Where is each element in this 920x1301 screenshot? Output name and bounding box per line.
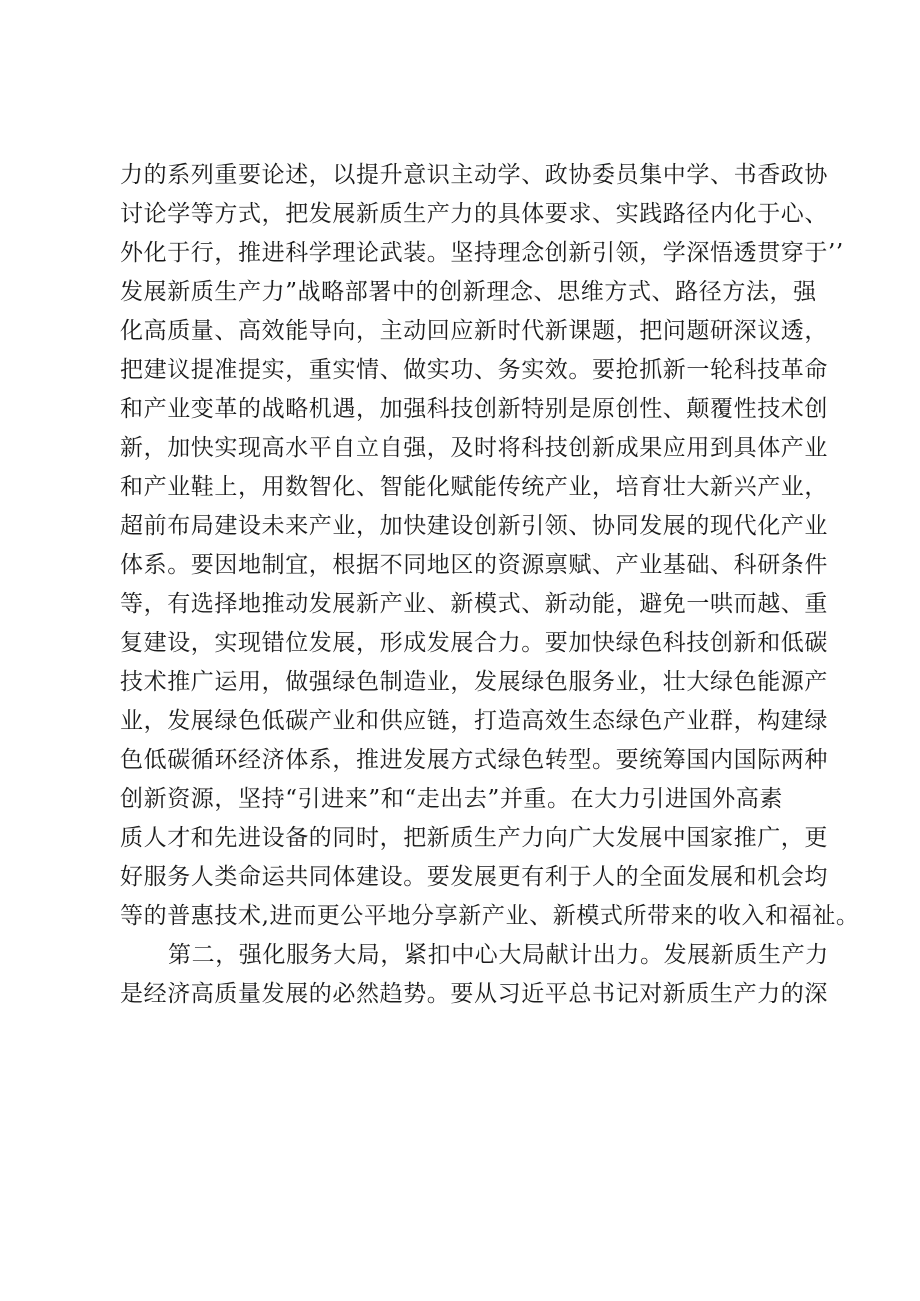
text-line: 超前布局建设未来产业，加快建设创新引领、协同发展的现代化产业 <box>120 513 828 539</box>
document-body <box>120 156 860 1014</box>
text-line: 和产业变革的战略机遇，加强科技创新特别是原创性、颠覆性技术创 <box>120 396 828 422</box>
text-line: 质人才和先进设备的同时，把新质生产力向广大发展中国家推广，更 <box>120 825 828 851</box>
text-line: 讨论学等方式，把发展新质生产力的具体要求、实践路径内化于心、 <box>120 201 828 227</box>
text-line: 业，发展绿色低碳产业和供应链，打造高效生态绿色产业群，构建绿 <box>120 708 828 734</box>
paragraph-1 <box>120 156 860 936</box>
paragraph-2 <box>120 936 829 1014</box>
text-line: 等，有选择地推动发展新产业、新模式、新动能，避免一哄而越、重 <box>120 591 828 617</box>
text-line: 外化于行，推进科学理论武装。坚持理念创新引领，学深悟透贯穿于’’ <box>120 240 844 266</box>
text-line: 好服务人类命运共同体建设。要发展更有利于人的全面发展和机会均 <box>120 864 828 890</box>
text-line: 复建设，实现错位发展，形成发展合力。要加快绿色科技创新和低碳 <box>120 630 828 656</box>
text-line: 色低碳循环经济体系，推进发展方式绿色转型。要统筹国内国际两种 <box>120 747 828 773</box>
text-line: 创新资源，坚持“引进来”和“走出去”并重。在大力引进国外高素 <box>120 786 784 812</box>
text-line: 发展新质生产力”战略部署中的创新理念、思维方式、路径方法，强 <box>120 279 817 305</box>
text-line: 力的系列重要论述，以提升意识主动学、政协委员集中学、书香政协 <box>120 162 828 188</box>
text-line: 新，加快实现高水平自立自强，及时将科技创新成果应用到具体产业 <box>120 435 828 461</box>
text-line: 是经济高质量发展的必然趋势。要从习近平总书记对新质生产力的深 <box>120 981 828 1007</box>
text-line: 等的普惠技术,进而更公平地分享新产业、新模式所带来的收入和福祉。 <box>120 903 860 929</box>
text-line: 第二，强化服务大局，紧扣中心大局献计出力。发展新质生产力 <box>168 942 829 968</box>
text-line: 技术推广运用，做强绿色制造业，发展绿色服务业，壮大绿色能源产 <box>120 669 828 695</box>
text-line: 体系。要因地制宜，根据不同地区的资源禀赋、产业基础、科研条件 <box>120 552 828 578</box>
text-line: 和产业鞋上，用数智化、智能化赋能传统产业，培育壮大新兴产业， <box>120 474 828 500</box>
text-line: 把建议提准提实，重实情、做实功、务实效。要抢抓新一轮科技革命 <box>120 357 828 383</box>
text-line: 化高质量、高效能导向，主动回应新时代新课题，把问题研深议透， <box>120 318 828 344</box>
